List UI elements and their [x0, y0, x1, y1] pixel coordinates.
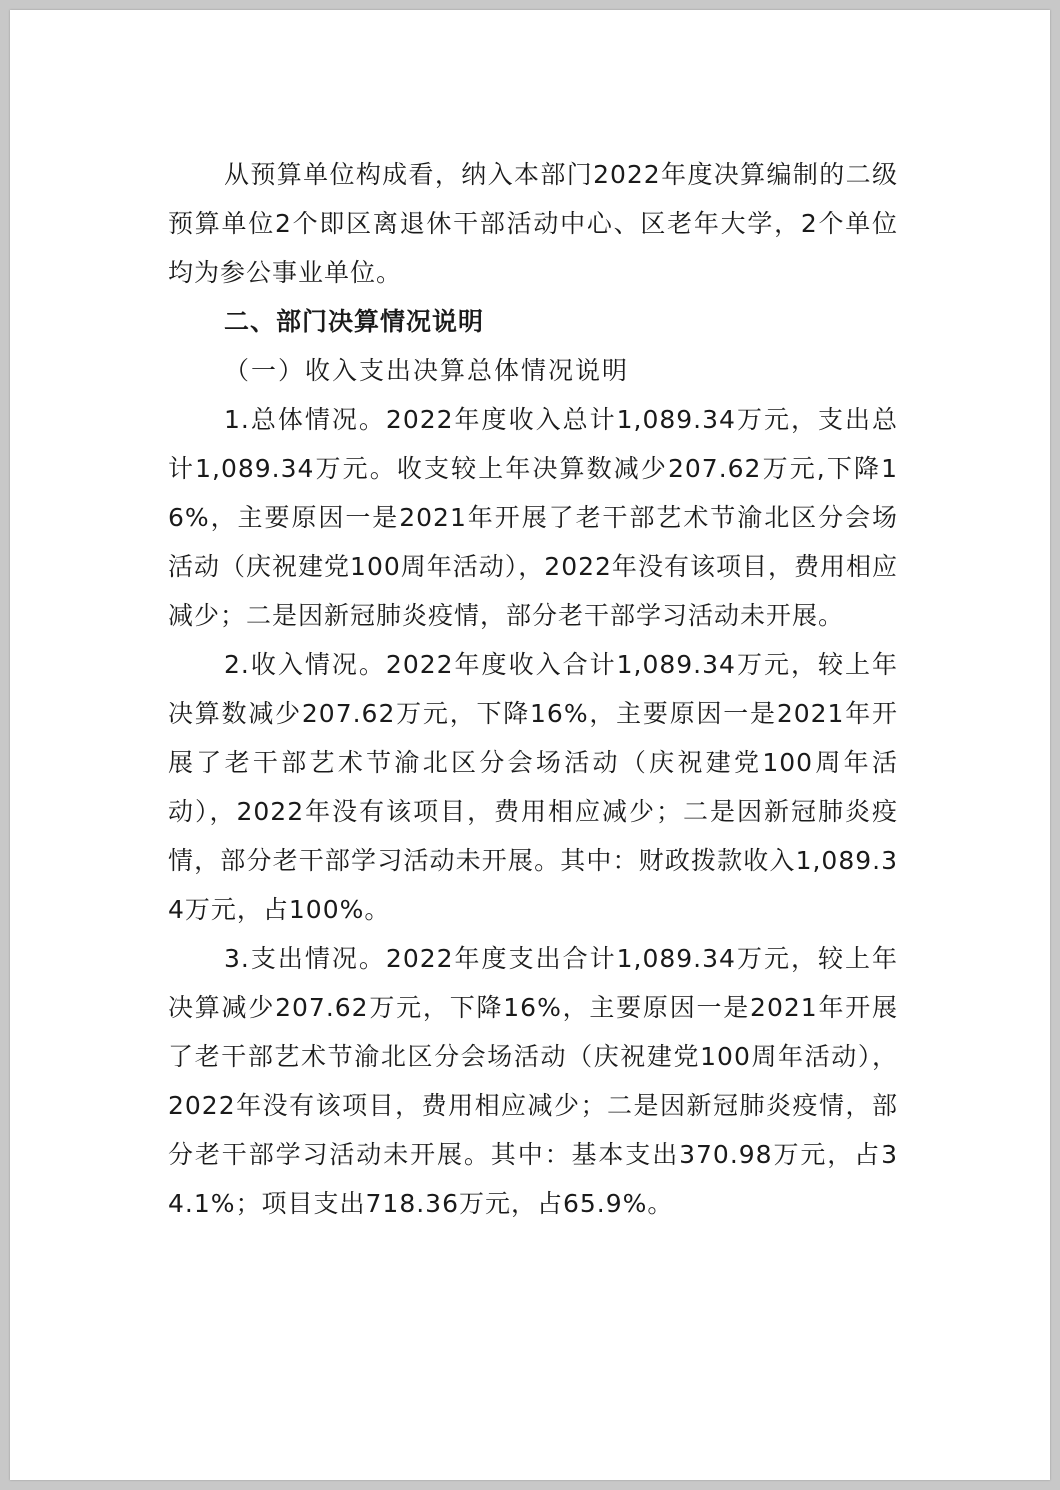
paragraph-expenditure: 3.支出情况。2022年度支出合计1,089.34万元，较上年决算减少207.62万元，下降16%，主要原因一是2021年开展了老干部艺术节渝北区分会场活动（庆祝建党100周年活动），2022年没有该项目，费用相应减少；二是因新冠肺炎疫情，部分老干部学习活动未开展。其中：基本支出370.98万元，占34.1%；项目支出718.36万元，占65.9%。 — [168, 944, 898, 1218]
paragraph-budget-units: 从预算单位构成看，纳入本部门2022年度决算编制的二级预算单位2个即区离退休干部活动中心、区老年大学，2个单位均为参公事业单位。 — [168, 160, 898, 287]
section-heading: 二、部门决算情况说明 — [224, 307, 485, 336]
document-body — [168, 150, 898, 1228]
paragraph-income: 2.收入情况。2022年度收入合计1,089.34万元，较上年决算数减少207.62万元，下降16%，主要原因一是2021年开展了老干部艺术节渝北区分会场活动（庆祝建党100周年活动），2022年没有该项目，费用相应减少；二是因新冠肺炎疫情，部分老干部学习活动未开展。其中：财政拨款收入1,089.34万元，占100%。 — [168, 650, 898, 924]
paragraph-overall: 1.总体情况。2022年度收入总计1,089.34万元，支出总计1,089.34万元。收支较上年决算数减少207.62万元,下降16%，主要原因一是2021年开展了老干部艺术节渝北区分会场活动（庆祝建党100周年活动），2022年没有该项目，费用相应减少；二是因新冠肺炎疫情，部分老干部学习活动未开展。 — [168, 405, 898, 630]
document-page — [10, 10, 1050, 1480]
subsection-heading: （一）收入支出决算总体情况说明 — [224, 356, 630, 385]
